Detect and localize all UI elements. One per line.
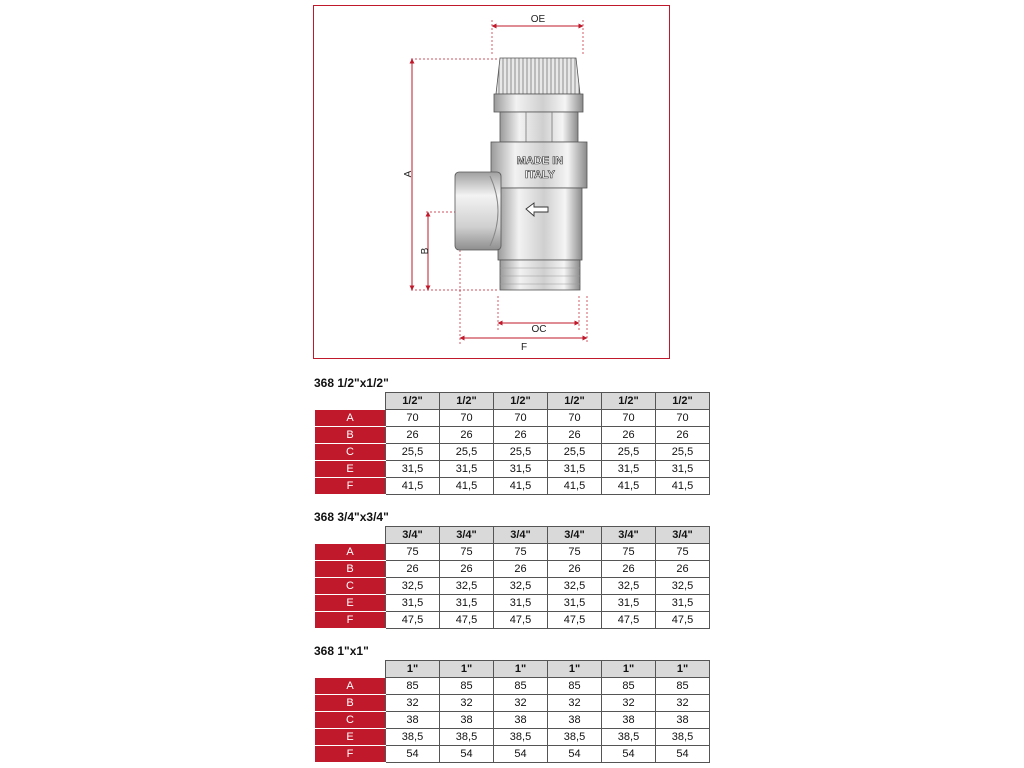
table-cell: 31,5: [494, 595, 548, 612]
table-cell: 32: [386, 695, 440, 712]
table-cell: 32: [548, 695, 602, 712]
table-cell: 38,5: [602, 729, 656, 746]
size-header-row: [315, 661, 710, 678]
row-label: A: [315, 410, 386, 427]
row-label: B: [315, 695, 386, 712]
table-row: [315, 561, 710, 578]
table-cell: 25,5: [440, 444, 494, 461]
table-cell: 26: [602, 427, 656, 444]
size-header: 3/4": [440, 527, 494, 544]
size-header: 1": [440, 661, 494, 678]
dimension-table: [314, 526, 710, 629]
size-header: 3/4": [494, 527, 548, 544]
table-cell: 26: [656, 427, 710, 444]
size-header-row: [315, 527, 710, 544]
table-cell: 47,5: [656, 612, 710, 629]
table-cell: 54: [602, 746, 656, 763]
table-cell: 26: [602, 561, 656, 578]
valve-body: [455, 58, 587, 290]
table-cell: 54: [656, 746, 710, 763]
table-cell: 26: [440, 561, 494, 578]
table-cell: 25,5: [494, 444, 548, 461]
table-cell: 32,5: [440, 578, 494, 595]
table-cell: 75: [656, 544, 710, 561]
size-header: 1/2": [548, 393, 602, 410]
table-row: [315, 729, 710, 746]
table-cell: 41,5: [494, 478, 548, 495]
table-cell: 31,5: [602, 595, 656, 612]
size-header: 1": [494, 661, 548, 678]
table-row: [315, 712, 710, 729]
table-cell: 54: [494, 746, 548, 763]
size-header: 1": [548, 661, 602, 678]
row-label: A: [315, 678, 386, 695]
table-cell: 47,5: [494, 612, 548, 629]
size-header: 1/2": [602, 393, 656, 410]
table-cell: 26: [386, 561, 440, 578]
row-label: C: [315, 712, 386, 729]
table-cell: 32,5: [548, 578, 602, 595]
table-cell: 85: [602, 678, 656, 695]
table-row: [315, 695, 710, 712]
size-header: 1/2": [494, 393, 548, 410]
table-cell: 31,5: [386, 461, 440, 478]
table-cell: 31,5: [602, 461, 656, 478]
table-cell: 26: [440, 427, 494, 444]
table-cell: 85: [656, 678, 710, 695]
table-cell: 54: [548, 746, 602, 763]
stamp-italy: ITALY: [525, 169, 555, 181]
table-cell: 47,5: [548, 612, 602, 629]
table-cell: 38: [494, 712, 548, 729]
table-cell: 32,5: [494, 578, 548, 595]
table-cell: 41,5: [386, 478, 440, 495]
table-row: [315, 461, 710, 478]
size-header: 1/2": [386, 393, 440, 410]
table-cell: 32: [440, 695, 494, 712]
table-cell: 25,5: [602, 444, 656, 461]
table-cell: 41,5: [602, 478, 656, 495]
table-cell: 75: [386, 544, 440, 561]
table-cell: 31,5: [656, 461, 710, 478]
table-title: 368 1"x1": [314, 644, 369, 658]
table-row: [315, 410, 710, 427]
table-cell: 32: [602, 695, 656, 712]
corner-cell: [315, 393, 386, 410]
size-header: 3/4": [386, 527, 440, 544]
size-header: 1/2": [440, 393, 494, 410]
corner-cell: [315, 661, 386, 678]
size-header: 1": [602, 661, 656, 678]
table-cell: 85: [440, 678, 494, 695]
table-cell: 38,5: [440, 729, 494, 746]
table-cell: 70: [602, 410, 656, 427]
table-cell: 75: [440, 544, 494, 561]
table-cell: 32,5: [602, 578, 656, 595]
size-header: 3/4": [548, 527, 602, 544]
table-cell: 26: [494, 561, 548, 578]
table-cell: 70: [440, 410, 494, 427]
table-cell: 38,5: [548, 729, 602, 746]
table-row: [315, 678, 710, 695]
table-row: [315, 478, 710, 495]
table-cell: 85: [548, 678, 602, 695]
table-cell: 70: [494, 410, 548, 427]
table-cell: 70: [656, 410, 710, 427]
table-cell: 41,5: [656, 478, 710, 495]
table-cell: 75: [602, 544, 656, 561]
stamp-made-in: MADE IN: [516, 155, 564, 167]
table-cell: 32,5: [386, 578, 440, 595]
table-cell: 25,5: [386, 444, 440, 461]
table-cell: 38,5: [494, 729, 548, 746]
table-row: [315, 544, 710, 561]
table-cell: 47,5: [386, 612, 440, 629]
table-cell: 38,5: [386, 729, 440, 746]
table-cell: 75: [548, 544, 602, 561]
table-cell: 31,5: [440, 595, 494, 612]
table-cell: 70: [548, 410, 602, 427]
table-cell: 47,5: [602, 612, 656, 629]
label-b: B: [420, 247, 431, 255]
size-header: 1": [656, 661, 710, 678]
row-label: E: [315, 461, 386, 478]
size-header: 1": [386, 661, 440, 678]
dimension-table: [314, 660, 710, 763]
table-row: [315, 746, 710, 763]
row-label: B: [315, 561, 386, 578]
technical-drawing-frame: [313, 5, 670, 359]
size-header-row: [315, 393, 710, 410]
row-label: C: [315, 444, 386, 461]
table-cell: 85: [386, 678, 440, 695]
table-cell: 32: [494, 695, 548, 712]
valve-drawing: [314, 6, 671, 360]
row-label: A: [315, 544, 386, 561]
table-cell: 54: [440, 746, 494, 763]
table-cell: 26: [386, 427, 440, 444]
row-label: F: [315, 612, 386, 629]
table-cell: 38: [440, 712, 494, 729]
row-label: B: [315, 427, 386, 444]
table-cell: 26: [656, 561, 710, 578]
table-row: [315, 427, 710, 444]
table-cell: 41,5: [548, 478, 602, 495]
table-cell: 85: [494, 678, 548, 695]
table-cell: 75: [494, 544, 548, 561]
table-cell: 31,5: [656, 595, 710, 612]
table-cell: 31,5: [386, 595, 440, 612]
size-header: 3/4": [656, 527, 710, 544]
table-cell: 38: [548, 712, 602, 729]
label-a: A: [403, 170, 414, 178]
table-cell: 38,5: [656, 729, 710, 746]
table-row: [315, 595, 710, 612]
size-header: 3/4": [602, 527, 656, 544]
table-title: 368 1/2"x1/2": [314, 376, 389, 390]
row-label: F: [315, 478, 386, 495]
table-cell: 38: [602, 712, 656, 729]
table-cell: 41,5: [440, 478, 494, 495]
table-cell: 26: [494, 427, 548, 444]
row-label: E: [315, 595, 386, 612]
table-cell: 70: [386, 410, 440, 427]
table-cell: 32: [656, 695, 710, 712]
table-cell: 47,5: [440, 612, 494, 629]
dimension-table: [314, 392, 710, 495]
table-cell: 38: [656, 712, 710, 729]
table-cell: 31,5: [440, 461, 494, 478]
label-oc: OC: [531, 324, 547, 335]
table-row: [315, 612, 710, 629]
row-label: E: [315, 729, 386, 746]
table-cell: 26: [548, 427, 602, 444]
size-header: 1/2": [656, 393, 710, 410]
label-f: F: [520, 342, 528, 353]
table-cell: 25,5: [656, 444, 710, 461]
table-cell: 32,5: [656, 578, 710, 595]
table-cell: 38: [386, 712, 440, 729]
table-cell: 54: [386, 746, 440, 763]
table-row: [315, 578, 710, 595]
table-cell: 31,5: [494, 461, 548, 478]
table-cell: 25,5: [548, 444, 602, 461]
row-label: C: [315, 578, 386, 595]
table-cell: 31,5: [548, 595, 602, 612]
corner-cell: [315, 527, 386, 544]
table-cell: 31,5: [548, 461, 602, 478]
table-row: [315, 444, 710, 461]
table-title: 368 3/4"x3/4": [314, 510, 389, 524]
row-label: F: [315, 746, 386, 763]
label-oe: OE: [530, 14, 546, 25]
table-cell: 26: [548, 561, 602, 578]
